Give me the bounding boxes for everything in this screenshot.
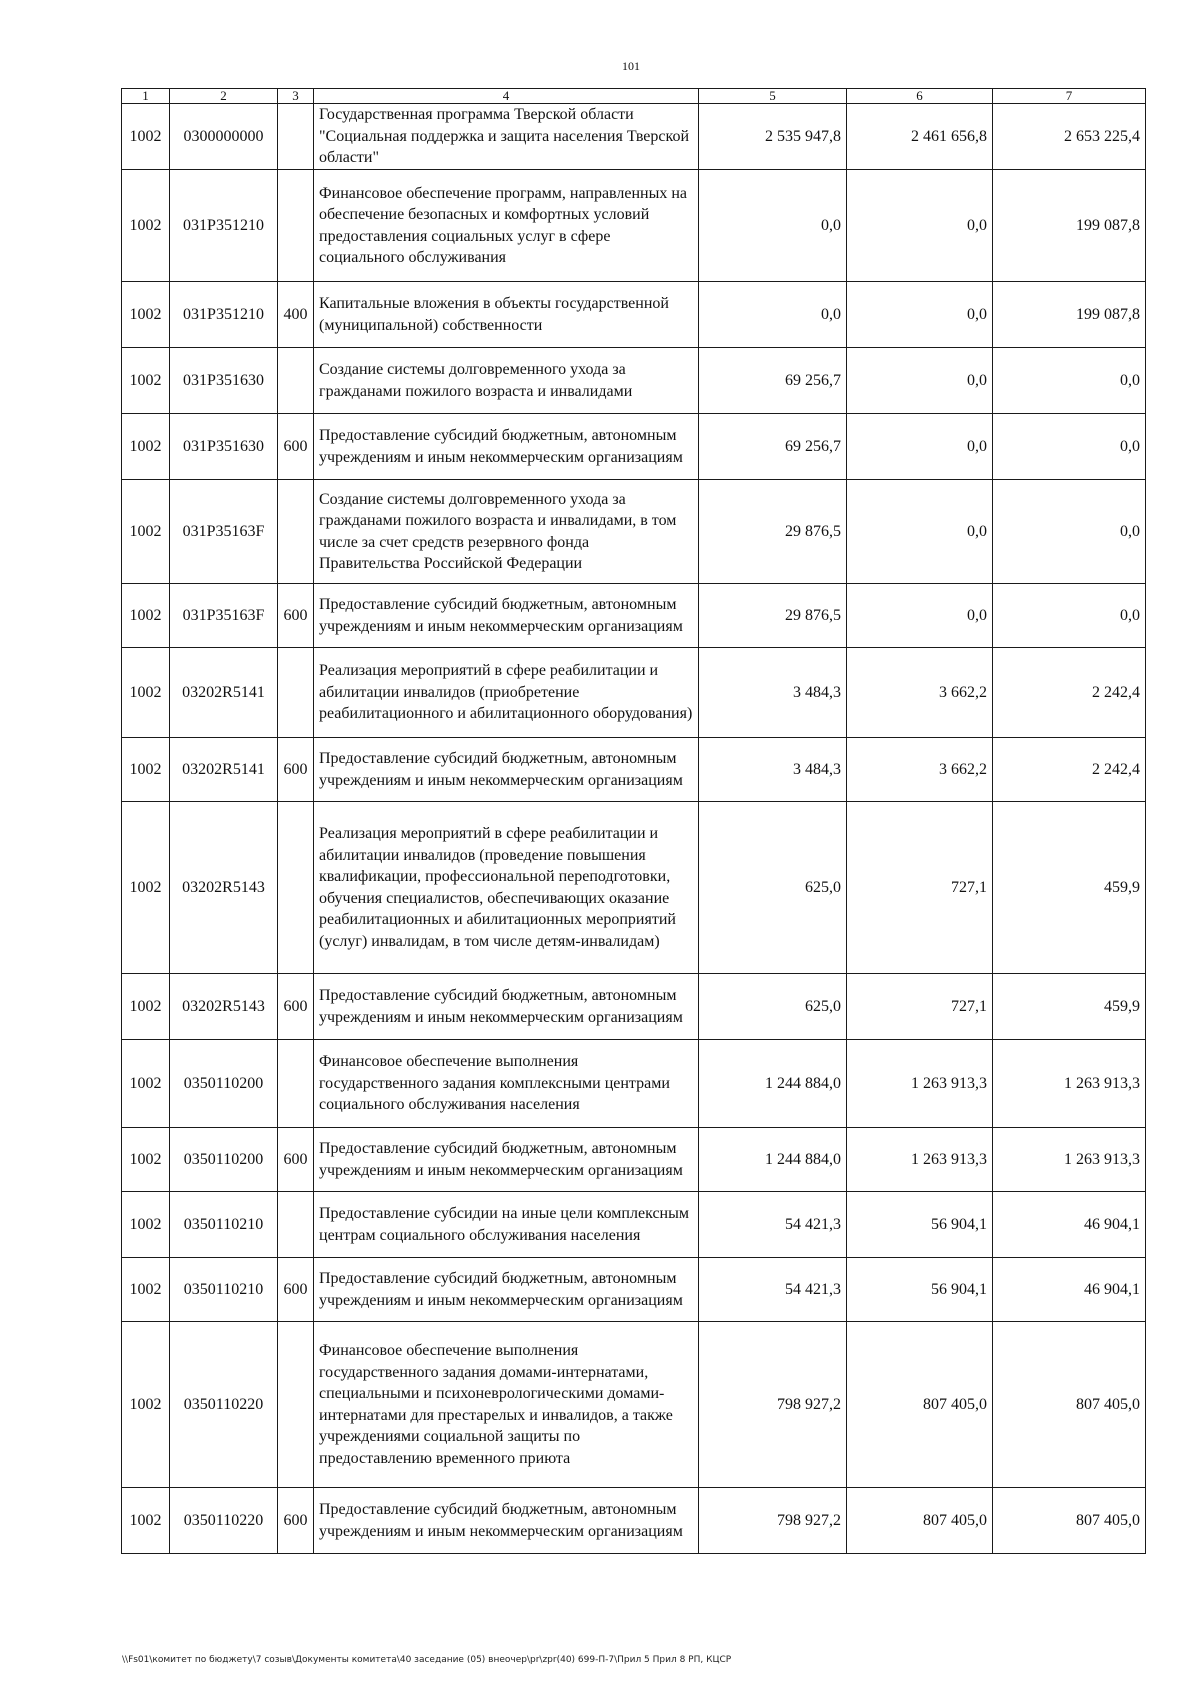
cell-amount-col7: 1 263 913,3 — [993, 1040, 1146, 1128]
cell-amount-col7: 0,0 — [993, 414, 1146, 480]
table-row — [122, 648, 1146, 738]
cell-name: Капитальные вложения в объекты государственной (муниципальной) собственности — [314, 282, 699, 348]
cell-expense-type: 600 — [278, 974, 314, 1040]
cell-amount-col7: 1 263 913,3 — [993, 1128, 1146, 1192]
cell-amount-col6: 0,0 — [847, 480, 993, 584]
table-row — [122, 1258, 1146, 1322]
cell-amount-col7: 0,0 — [993, 480, 1146, 584]
col-header-1: 1 — [122, 89, 170, 104]
cell-code: 03202R5141 — [170, 738, 278, 802]
cell-expense-type — [278, 480, 314, 584]
cell-code: 0350110200 — [170, 1040, 278, 1128]
cell-amount-col5: 0,0 — [699, 282, 847, 348]
cell-expense-type — [278, 104, 314, 170]
table-row — [122, 414, 1146, 480]
cell-code: 0350110200 — [170, 1128, 278, 1192]
cell-code: 031P351210 — [170, 282, 278, 348]
header-row — [122, 89, 1146, 104]
cell-name: Предоставление субсидий бюджетным, автономным учреждениям и иным некоммерческим организациям — [314, 584, 699, 648]
page-number: 101 — [622, 59, 640, 73]
cell-section: 1002 — [122, 282, 170, 348]
cell-expense-type — [278, 1192, 314, 1258]
cell-expense-type: 600 — [278, 738, 314, 802]
cell-amount-col6: 3 662,2 — [847, 648, 993, 738]
cell-amount-col7: 2 242,4 — [993, 738, 1146, 802]
cell-name: Реализация мероприятий в сфере реабилитации и абилитации инвалидов (приобретение реабилитационного и абилитационного оборудования) — [314, 648, 699, 738]
col-header-6: 6 — [847, 89, 993, 104]
cell-expense-type — [278, 1040, 314, 1128]
cell-amount-col5: 54 421,3 — [699, 1258, 847, 1322]
cell-section: 1002 — [122, 1488, 170, 1554]
cell-section: 1002 — [122, 584, 170, 648]
cell-amount-col6: 0,0 — [847, 170, 993, 282]
cell-amount-col5: 1 244 884,0 — [699, 1128, 847, 1192]
cell-section: 1002 — [122, 1322, 170, 1488]
cell-code: 0300000000 — [170, 104, 278, 170]
cell-expense-type: 600 — [278, 414, 314, 480]
cell-code: 03202R5143 — [170, 974, 278, 1040]
cell-name: Предоставление субсидий бюджетным, автономным учреждениям и иным некоммерческим организациям — [314, 738, 699, 802]
cell-code: 031P351630 — [170, 414, 278, 480]
cell-amount-col7: 2 653 225,4 — [993, 104, 1146, 170]
cell-name: Создание системы долговременного ухода за гражданами пожилого возраста и инвалидами — [314, 348, 699, 414]
table-row — [122, 1322, 1146, 1488]
cell-section: 1002 — [122, 974, 170, 1040]
cell-code: 0350110220 — [170, 1488, 278, 1554]
cell-amount-col5: 798 927,2 — [699, 1322, 847, 1488]
cell-expense-type: 600 — [278, 1258, 314, 1322]
cell-code: 0350110220 — [170, 1322, 278, 1488]
cell-section: 1002 — [122, 802, 170, 974]
cell-expense-type — [278, 170, 314, 282]
cell-amount-col7: 2 242,4 — [993, 648, 1146, 738]
cell-name: Финансовое обеспечение программ, направленных на обеспечение безопасных и комфортных условий предоставления социальных услуг в сфере социального обслуживания — [314, 170, 699, 282]
table-row — [122, 282, 1146, 348]
cell-expense-type: 600 — [278, 1488, 314, 1554]
cell-name: Предоставление субсидий бюджетным, автономным учреждениям и иным некоммерческим организациям — [314, 974, 699, 1040]
cell-amount-col6: 727,1 — [847, 974, 993, 1040]
cell-name: Предоставление субсидий бюджетным, автономным учреждениям и иным некоммерческим организациям — [314, 414, 699, 480]
cell-expense-type — [278, 648, 314, 738]
cell-section: 1002 — [122, 738, 170, 802]
cell-amount-col7: 46 904,1 — [993, 1192, 1146, 1258]
table-row — [122, 348, 1146, 414]
cell-amount-col7: 0,0 — [993, 348, 1146, 414]
cell-code: 031P351630 — [170, 348, 278, 414]
cell-name: Реализация мероприятий в сфере реабилитации и абилитации инвалидов (проведение повышения квалификации, профессиональной переподготовки, обучения специалистов, обеспечивающих оказание реабилитационных и абилитационных мероприятий (услуг) инвалидам, в том числе детям-инвалидам) — [314, 802, 699, 974]
cell-code: 031P35163F — [170, 480, 278, 584]
cell-amount-col7: 0,0 — [993, 584, 1146, 648]
table-row — [122, 1192, 1146, 1258]
cell-amount-col5: 3 484,3 — [699, 738, 847, 802]
cell-section: 1002 — [122, 648, 170, 738]
cell-amount-col6: 3 662,2 — [847, 738, 993, 802]
cell-expense-type: 600 — [278, 1128, 314, 1192]
table-row — [122, 802, 1146, 974]
footer-file-path: \\Fs01\комитет по бюджету\7 созыв\Документы комитета\40 заседание (05) внеочер\pr\zpr(40) 699-П-7\Прил 5 Прил 8 РП, КЦСР — [122, 1655, 732, 1665]
table-row — [122, 738, 1146, 802]
cell-amount-col5: 69 256,7 — [699, 348, 847, 414]
cell-amount-col6: 0,0 — [847, 414, 993, 480]
col-header-3: 3 — [278, 89, 314, 104]
cell-amount-col5: 29 876,5 — [699, 480, 847, 584]
cell-amount-col7: 459,9 — [993, 974, 1146, 1040]
cell-amount-col5: 625,0 — [699, 974, 847, 1040]
cell-amount-col5: 0,0 — [699, 170, 847, 282]
cell-amount-col6: 56 904,1 — [847, 1192, 993, 1258]
cell-name: Предоставление субсидий бюджетным, автономным учреждениям и иным некоммерческим организациям — [314, 1258, 699, 1322]
cell-amount-col5: 3 484,3 — [699, 648, 847, 738]
cell-amount-col7: 807 405,0 — [993, 1322, 1146, 1488]
cell-code: 03202R5141 — [170, 648, 278, 738]
cell-amount-col6: 727,1 — [847, 802, 993, 974]
cell-amount-col6: 1 263 913,3 — [847, 1040, 993, 1128]
table-row — [122, 1488, 1146, 1554]
cell-name: Предоставление субсидий бюджетным, автономным учреждениям и иным некоммерческим организациям — [314, 1128, 699, 1192]
table-row — [122, 1040, 1146, 1128]
col-header-2: 2 — [170, 89, 278, 104]
cell-amount-col7: 46 904,1 — [993, 1258, 1146, 1322]
cell-name: Финансовое обеспечение выполнения государственного задания домами-интернатами, специальными и психоневрологическими домами-интернатами для престарелых и инвалидов, а также учреждениями социальной защиты по предоставлению временного приюта — [314, 1322, 699, 1488]
cell-section: 1002 — [122, 414, 170, 480]
cell-section: 1002 — [122, 170, 170, 282]
cell-amount-col6: 807 405,0 — [847, 1322, 993, 1488]
table-row — [122, 974, 1146, 1040]
cell-amount-col6: 0,0 — [847, 584, 993, 648]
col-header-4: 4 — [314, 89, 699, 104]
cell-section: 1002 — [122, 1192, 170, 1258]
cell-amount-col6: 1 263 913,3 — [847, 1128, 993, 1192]
cell-section: 1002 — [122, 1258, 170, 1322]
cell-amount-col7: 807 405,0 — [993, 1488, 1146, 1554]
cell-section: 1002 — [122, 480, 170, 584]
cell-section: 1002 — [122, 348, 170, 414]
cell-amount-col6: 0,0 — [847, 282, 993, 348]
cell-amount-col6: 56 904,1 — [847, 1258, 993, 1322]
cell-amount-col5: 2 535 947,8 — [699, 104, 847, 170]
cell-expense-type — [278, 802, 314, 974]
table-row — [122, 1128, 1146, 1192]
cell-section: 1002 — [122, 104, 170, 170]
cell-amount-col7: 199 087,8 — [993, 282, 1146, 348]
cell-amount-col5: 54 421,3 — [699, 1192, 847, 1258]
cell-amount-col5: 29 876,5 — [699, 584, 847, 648]
table-row — [122, 104, 1146, 170]
cell-name: Создание системы долговременного ухода за гражданами пожилого возраста и инвалидами, в том числе за счет средств резервного фонда Правительства Российской Федерации — [314, 480, 699, 584]
cell-name: Предоставление субсидии на иные цели комплексным центрам социального обслуживания населения — [314, 1192, 699, 1258]
cell-name: Финансовое обеспечение выполнения государственного задания комплексными центрами социального обслуживания населения — [314, 1040, 699, 1128]
cell-amount-col5: 1 244 884,0 — [699, 1040, 847, 1128]
cell-amount-col6: 807 405,0 — [847, 1488, 993, 1554]
cell-code: 0350110210 — [170, 1258, 278, 1322]
cell-expense-type: 600 — [278, 584, 314, 648]
cell-amount-col5: 798 927,2 — [699, 1488, 847, 1554]
budget-table — [121, 88, 1146, 1554]
cell-amount-col6: 2 461 656,8 — [847, 104, 993, 170]
cell-section: 1002 — [122, 1040, 170, 1128]
cell-amount-col7: 459,9 — [993, 802, 1146, 974]
cell-amount-col5: 69 256,7 — [699, 414, 847, 480]
cell-expense-type — [278, 348, 314, 414]
table-row — [122, 584, 1146, 648]
cell-amount-col5: 625,0 — [699, 802, 847, 974]
cell-amount-col7: 199 087,8 — [993, 170, 1146, 282]
cell-name: Государственная программа Тверской области "Социальная поддержка и защита населения Тверской области" — [314, 104, 699, 170]
cell-amount-col6: 0,0 — [847, 348, 993, 414]
table-row — [122, 170, 1146, 282]
cell-expense-type: 400 — [278, 282, 314, 348]
cell-code: 03202R5143 — [170, 802, 278, 974]
cell-code: 031P35163F — [170, 584, 278, 648]
col-header-5: 5 — [699, 89, 847, 104]
cell-expense-type — [278, 1322, 314, 1488]
cell-name: Предоставление субсидий бюджетным, автономным учреждениям и иным некоммерческим организациям — [314, 1488, 699, 1554]
col-header-7: 7 — [993, 89, 1146, 104]
table-row — [122, 480, 1146, 584]
cell-code: 031P351210 — [170, 170, 278, 282]
cell-code: 0350110210 — [170, 1192, 278, 1258]
cell-section: 1002 — [122, 1128, 170, 1192]
